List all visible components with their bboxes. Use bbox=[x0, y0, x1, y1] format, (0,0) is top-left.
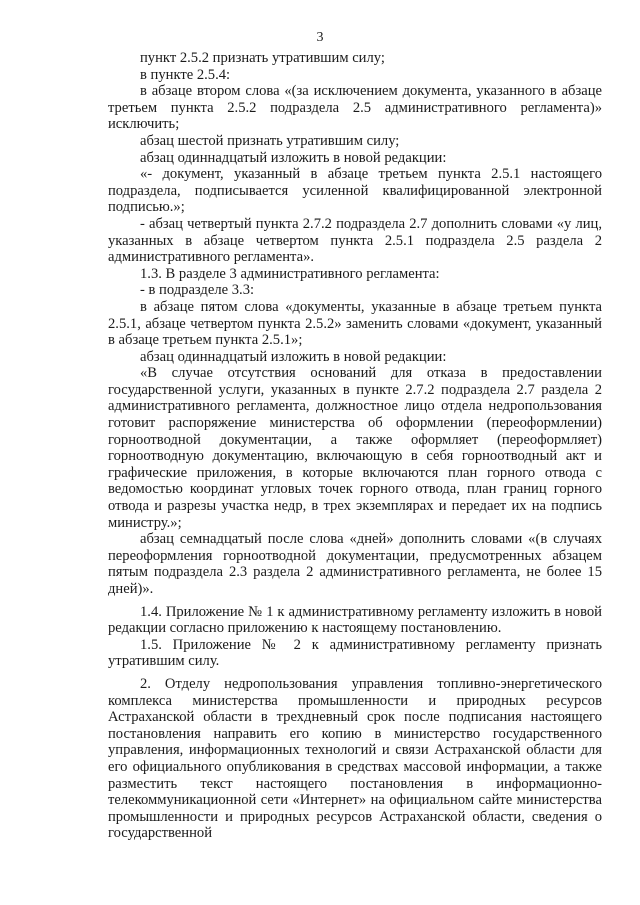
paragraph: абзац семнадцатый после слова «дней» дополнить словами «(в случаях переоформления горноотводной документации, предусмотренных абзацем пятым подраздела 2.3 раздела 2 административного регламента, не более 15 дней)». bbox=[108, 531, 602, 597]
paragraph: 1.5. Приложение № 2 к административному регламенту признать утратившим силу. bbox=[108, 636, 602, 670]
paragraph: пункт 2.5.2 признать утратившим силу; bbox=[140, 50, 385, 66]
paragraph: «В случае отсутствия оснований для отказа в предоставлении государственной услуги, указанных в пункте 2.7.2 подраздела 2.7 раздела 2 административного регламента, должностное лицо отдела недропользования готовит распоряжение министерства об оформлении (переоформлении) горноотводной документации, а также оформляет (переоформляет) горноотводную документацию, включающую в себя горноотводный акт и графические приложения, в которые включаются план горного отвода с ведомостью координат угловых точек горного отвода, план границ горного отвода и разрезы участка недр, в трех экземплярах и передает их на подпись министру.»; bbox=[108, 365, 602, 531]
paragraph: - абзац четвертый пункта 2.7.2 подраздела 2.7 дополнить словами «у лиц, указанных в абзаце четвертом пункта 2.5.1 подраздела 2.5 раздела 2 административного регламента». bbox=[108, 215, 602, 266]
paragraph: - в подразделе 3.3: bbox=[140, 282, 255, 299]
paragraph: абзац одиннадцатый изложить в новой редакции: bbox=[140, 149, 447, 166]
paragraph: в абзаце втором слова «(за исключением документа, указанного в абзаце третьем пункта 2.5.2 подраздела 2.5 административного регламента)» исключить; bbox=[108, 83, 602, 133]
page-number: 3 bbox=[316, 30, 324, 45]
paragraph: 1.4. Приложение № 1 к административному регламенту изложить в новой редакции согласно приложению к настоящему постановлению. bbox=[108, 603, 602, 637]
paragraph: в пункте 2.5.4: bbox=[140, 66, 231, 83]
paragraph: 1.3. В разделе 3 административного регламента: bbox=[140, 265, 440, 282]
document-body bbox=[108, 50, 602, 842]
paragraph: абзац шестой признать утратившим силу; bbox=[140, 132, 400, 149]
paragraph: 2. Отделу недропользования управления топливно-энергетического комплекса министерства промышленности и природных ресурсов Астраханской области в трехдневный срок после подписания настоящего постановления направить его копию в министерство государственного управления, информационных технологий и связи Астраханской области для его официального опубликования в средствах массовой информации, а также разместить текст настоящего постановления в информационно-телекоммуникационной сети «Интернет» на официальном сайте министерства промышленности и природных ресурсов Астраханской области, сведения о государственной bbox=[108, 675, 602, 842]
paragraph: в абзаце пятом слова «документы, указанные в абзаце третьем пункта 2.5.1, абзаце четвертом пункта 2.5.2» заменить словами «документ, указанный в абзаце третьем пункта 2.5.1»; bbox=[108, 298, 602, 349]
paragraph: «- документ, указанный в абзаце третьем пункта 2.5.1 настоящего подраздела, подписывается усиленной квалифицированной электронной подписью.»; bbox=[108, 166, 602, 216]
paragraph: абзац одиннадцатый изложить в новой редакции: bbox=[140, 348, 447, 365]
